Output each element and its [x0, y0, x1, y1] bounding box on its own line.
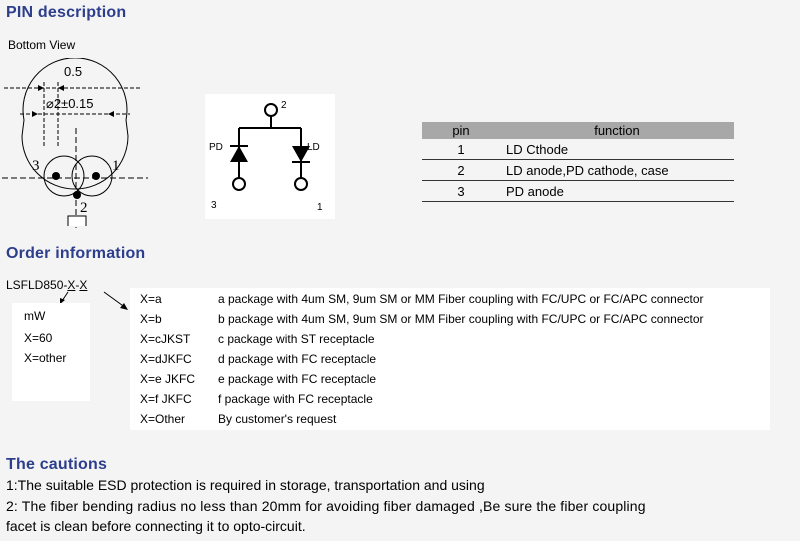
power-options-box	[12, 303, 90, 401]
pin-function: LD Cthode	[500, 139, 734, 160]
part-dash: -	[75, 278, 80, 292]
schem-pin1-label: 1	[317, 202, 323, 213]
package-desc: e package with FC receptacle	[218, 372, 377, 386]
package-desc: b package with 4um SM, 9um SM or MM Fiber coupling with FC/UPC or FC/APC connector	[218, 312, 704, 326]
function-column-header: function	[500, 122, 734, 139]
schem-ld-label: LD	[307, 142, 320, 153]
caution-line-3: facet is clean before connecting it to opto-circuit.	[6, 518, 306, 534]
package-code: X=f JKFC	[140, 392, 192, 406]
pkg-pin2-label: 2	[80, 200, 88, 216]
power-option: X=other	[24, 351, 67, 365]
dim-diameter-label: ⌀2±0.15	[46, 96, 94, 111]
pin-schematic-drawing	[205, 94, 335, 219]
power-option: mW	[24, 309, 46, 323]
pin-table-header	[422, 122, 734, 139]
package-code: X=Other	[140, 412, 186, 426]
caution-line-1: 1:The suitable ESD protection is required in storage, transportation and using	[6, 477, 485, 493]
package-code: X=b	[140, 312, 162, 326]
package-desc: f package with FC receptacle	[218, 392, 373, 406]
table-row	[422, 160, 734, 181]
table-row	[422, 139, 734, 160]
pin-number: 3	[422, 181, 500, 202]
cautions-heading: The cautions	[6, 456, 108, 473]
package-options-box	[130, 288, 770, 430]
package-code: X=dJKFC	[140, 352, 192, 366]
pin-number: 1	[422, 139, 500, 160]
bottom-view-label: Bottom View	[8, 38, 76, 52]
power-option: X=60	[24, 331, 53, 345]
pin-description-heading: PIN description	[6, 4, 127, 21]
pin-function: PD anode	[500, 181, 734, 202]
dim-pitch-label: 0.5	[64, 64, 83, 79]
part-x2: X	[79, 278, 88, 292]
package-desc: d package with FC receptacle	[218, 352, 377, 366]
table-row	[422, 181, 734, 202]
package-code: X=e JKFC	[140, 372, 196, 386]
schematic-panel	[205, 94, 335, 219]
part-x1: X	[67, 278, 76, 292]
package-code: X=cJKST	[140, 332, 191, 346]
part-prefix: LSFLD850-	[6, 278, 68, 292]
package-desc: a package with 4um SM, 9um SM or MM Fiber coupling with FC/UPC or FC/APC connector	[218, 292, 704, 306]
package-desc: By customer's request	[218, 412, 337, 426]
package-code: X=a	[140, 292, 162, 306]
package-bottom-view-drawing	[0, 58, 150, 233]
pin-function: LD anode,PD cathode, case	[500, 160, 734, 181]
order-information-heading: Order information	[6, 245, 146, 262]
pkg-pin1-label: 1	[112, 158, 120, 174]
pkg-pin3-label: 3	[32, 158, 40, 174]
schem-pin3-label: 3	[211, 200, 217, 211]
schem-pin2-label: 2	[281, 100, 287, 111]
caution-line-2: 2: The fiber bending radius no less than 20mm for avoiding fiber damaged ,Be sure the fiber coupling	[6, 498, 646, 514]
pin-number: 2	[422, 160, 500, 181]
pin-column-header: pin	[422, 122, 500, 139]
package-desc: c package with ST receptacle	[218, 332, 375, 346]
pin-function-table	[422, 122, 734, 202]
schem-pd-label: PD	[209, 142, 223, 153]
